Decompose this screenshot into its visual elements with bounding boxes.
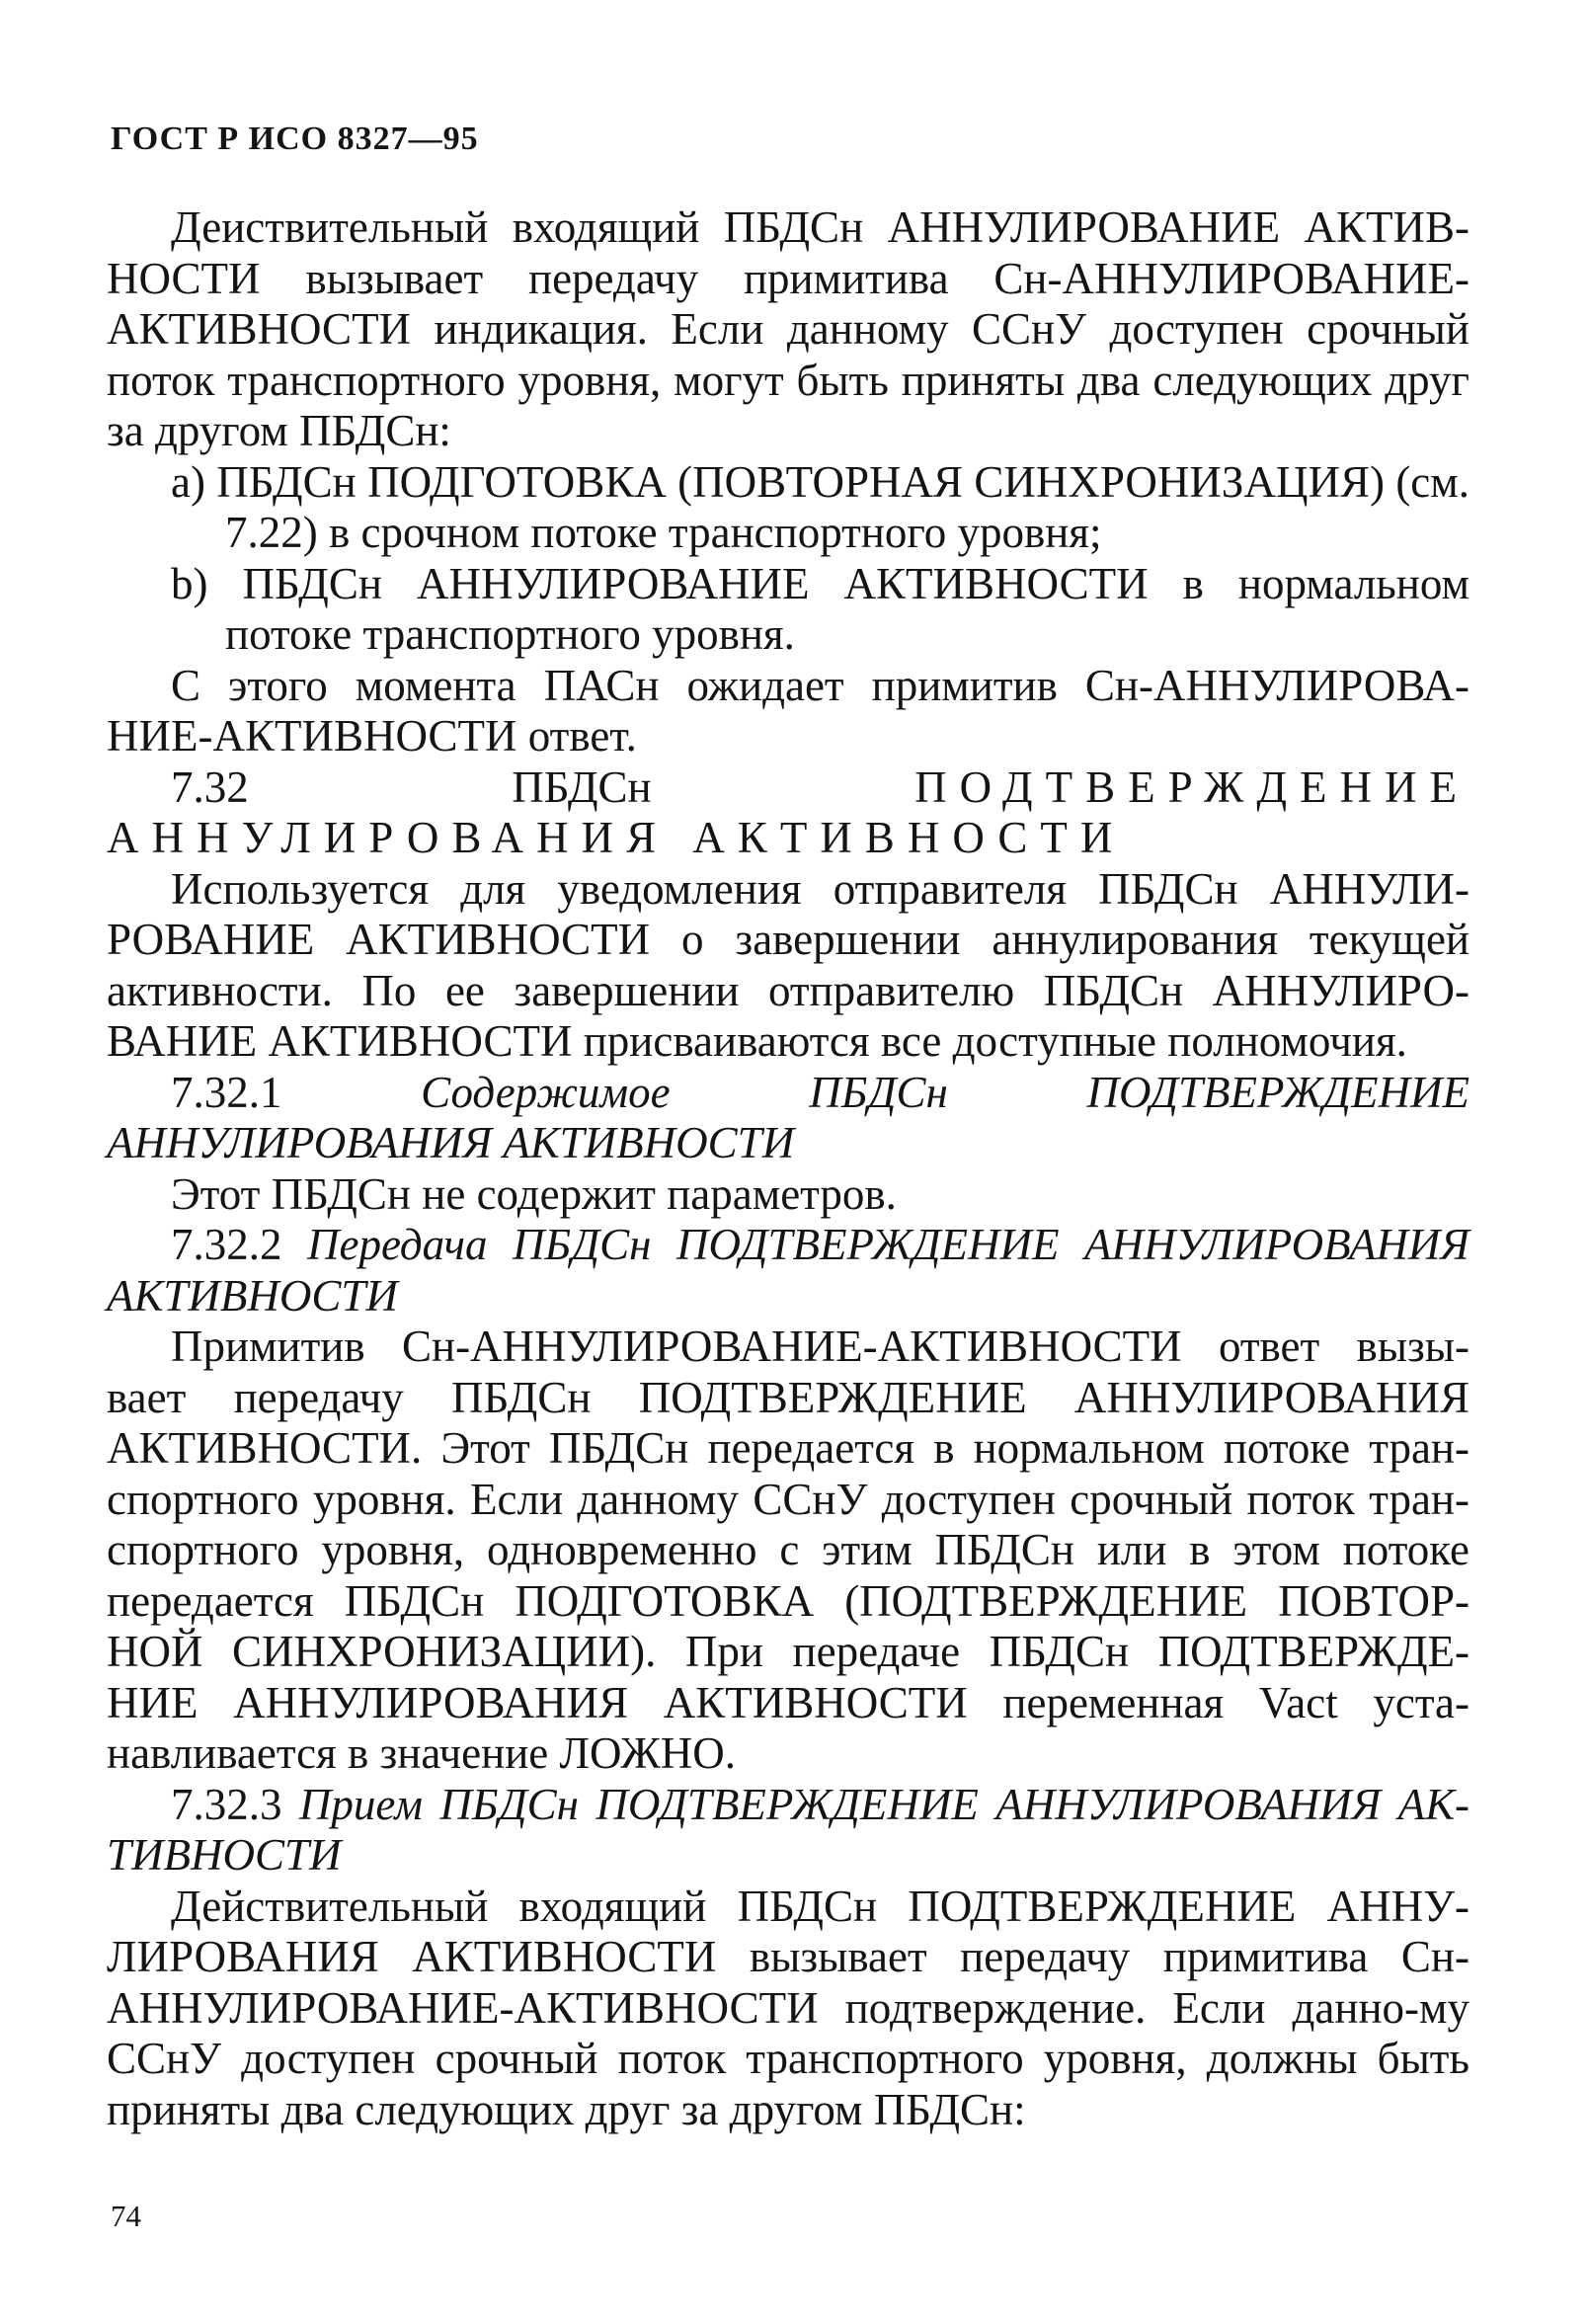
section-heading-7-32-3 bbox=[107, 1780, 1469, 1882]
list-item-b: b) ПБДСн АННУЛИРОВАНИЕ АКТИВНОСТИ в нормальном потоке транспортного уровня. bbox=[171, 558, 1469, 659]
page-number: 74 bbox=[111, 2199, 141, 2233]
section-number-7-32: 7.32 ПБДСн bbox=[171, 761, 652, 812]
paragraph-cancel-activity-receive: Деиствительный входящий ПБДСн АННУЛИРОВАНИЕ АКТИВ-НОСТИ вызывает передачу примитива Сн-АННУЛИРОВАНИЕ-АКТИВНОСТИ индикация. Если данному ССнУ доступен срочный поток транспортного уровня, могут быть приняты два следующих друг за другом ПБДСн: bbox=[107, 202, 1469, 455]
section-heading-7-32-2 bbox=[107, 1220, 1469, 1322]
section-heading-7-32-1 bbox=[107, 1068, 1469, 1169]
document-header: ГОСТ Р ИСО 8327—95 bbox=[111, 120, 479, 157]
list-item-a: а) ПБДСн ПОДГОТОВКА (ПОВТОРНАЯ СИНХРОНИЗАЦИЯ) (см. 7.22) в срочном потоке транспортного уровня; bbox=[171, 456, 1469, 557]
section-heading-7-32 bbox=[107, 762, 1469, 864]
paragraph-section-7-32: Используется для уведомления отправителя ПБДСн АННУЛИ-РОВАНИЕ АКТИВНОСТИ о завершении аннулирования текущей активности. По ее завершении отправителю ПБДСн АННУЛИРО-ВАНИЕ АКТИВНОСТИ присваиваются все доступные полномочия. bbox=[107, 863, 1469, 1066]
section-number-7-32-3: 7.32.3 bbox=[171, 1779, 282, 1829]
paragraph-section-7-32-1: Этот ПБДСн не содержит параметров. bbox=[171, 1168, 897, 1219]
paragraph-await-response: С этого момента ПАСн ожидает примитив Сн-АННУЛИРОВА-НИЕ-АКТИВНОСТИ ответ. bbox=[107, 660, 1469, 761]
section-title-7-32: ПОДТВЕРЖДЕНИЕ АННУЛИРОВАНИЯ АКТИВНОСТИ bbox=[107, 761, 1470, 862]
section-number-7-32-2: 7.32.2 bbox=[171, 1220, 282, 1269]
section-title-7-32-2: Передача ПБДСн ПОДТВЕРЖДЕНИЕ АННУЛИРОВАНИЯ АКТИВНОСТИ bbox=[107, 1220, 1470, 1321]
section-number-7-32-1: 7.32.1 bbox=[171, 1067, 282, 1117]
section-title-7-32-1: Содержимое ПБДСн ПОДТВЕРЖДЕНИЕ АННУЛИРОВАНИЯ АКТИВНОСТИ bbox=[107, 1067, 1469, 1167]
document-body bbox=[107, 202, 1469, 2135]
paragraph-section-7-32-3: Действительный входящий ПБДСн ПОДТВЕРЖДЕНИЕ АННУ-ЛИРОВАНИЯ АКТИВНОСТИ вызывает передачу примитива Сн-АННУЛИРОВАНИЕ-АКТИВНОСТИ подтверждение. Если данно-му ССнУ доступен срочный поток транспортного уровня, должны быть приняты два следующих друг за другом ПБДСн: bbox=[107, 1881, 1469, 2134]
section-title-7-32-3: Прием ПБДСн ПОДТВЕРЖДЕНИЕ АННУЛИРОВАНИЯ АК-ТИВНОСТИ bbox=[107, 1779, 1470, 1880]
paragraph-section-7-32-2: Примитив Сн-АННУЛИРОВАНИЕ-АКТИВНОСТИ ответ вызы-вает передачу ПБДСн ПОДТВЕРЖДЕНИЕ АННУЛИРОВАНИЯ АКТИВНОСТИ. Этот ПБДСн передается в нормальном потоке тран-спортного уровня. Если данному ССнУ доступен срочный поток тран-спортного уровня, одновременно с этим ПБДСн или в этом потоке передается ПБДСн ПОДГОТОВКА (ПОДТВЕРЖДЕНИЕ ПОВТОР-НОЙ СИНХРОНИЗАЦИИ). При передаче ПБДСн ПОДТВЕРЖДЕ-НИЕ АННУЛИРОВАНИЯ АКТИВНОСТИ переменная Vact уста-навливается в значение ЛОЖНО. bbox=[107, 1322, 1469, 1778]
